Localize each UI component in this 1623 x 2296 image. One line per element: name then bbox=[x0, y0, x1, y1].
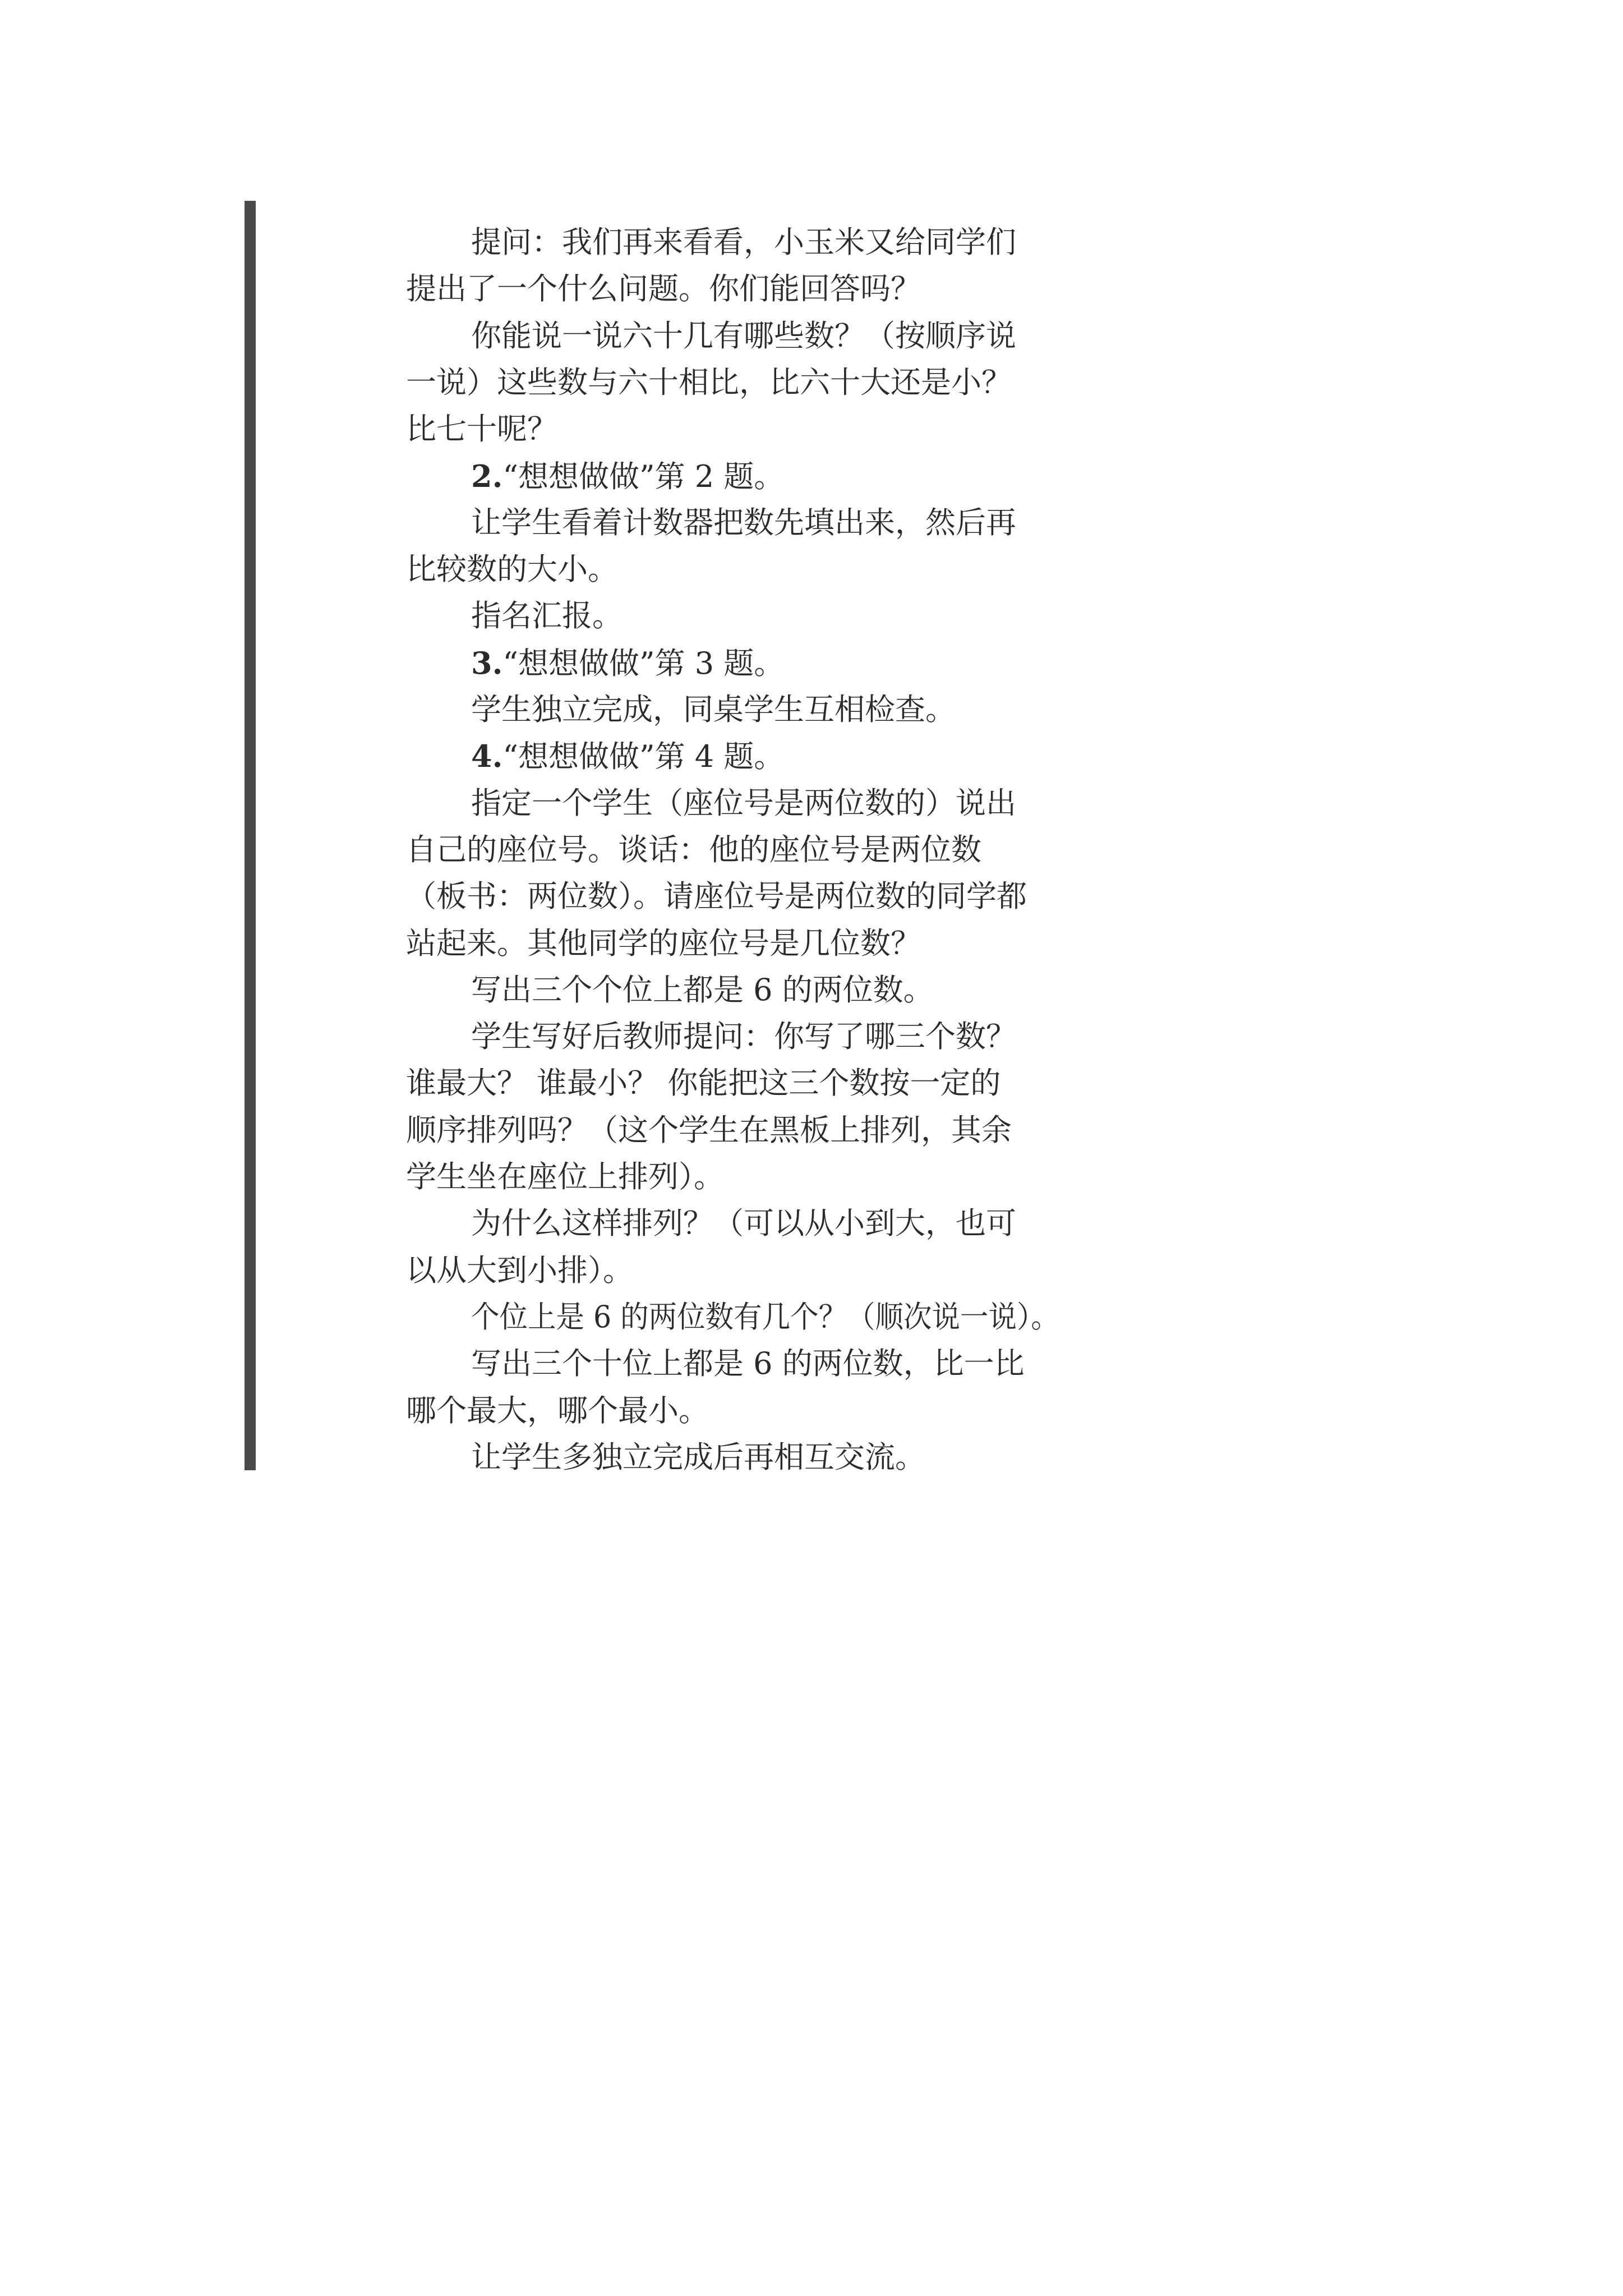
text-line bbox=[471, 733, 784, 780]
text-line bbox=[471, 1294, 1059, 1341]
line-text: 让学生多独立完成后再相互交流。 bbox=[471, 1439, 925, 1475]
line-text: 自己的座位号。谈话：他的座位号是两位数 bbox=[406, 831, 981, 867]
left-margin-bar bbox=[245, 201, 256, 1470]
line-text: 让学生看着计数器把数先填出来，然后再 bbox=[471, 504, 1016, 540]
line-text: 你能说一说六十几有哪些数？（按顺序说 bbox=[471, 318, 1016, 353]
text-line bbox=[406, 873, 1027, 920]
line-text: “想想做做”第 4 题。 bbox=[502, 739, 785, 775]
text-line bbox=[406, 1153, 724, 1200]
text-line bbox=[471, 592, 623, 639]
line-text: “想想做做”第 3 题。 bbox=[502, 645, 785, 681]
line-text: 个位上是 6 的两位数有几个？（顺次说一说）。 bbox=[471, 1299, 1059, 1335]
text-line bbox=[406, 406, 557, 453]
text-line bbox=[471, 780, 1016, 827]
line-text: 哪个最大，哪个最小。 bbox=[406, 1392, 709, 1428]
text-line bbox=[406, 265, 921, 312]
line-text: 学生写好后教师提问：你写了哪三个数？ bbox=[471, 1019, 1016, 1055]
text-line bbox=[471, 219, 1016, 266]
line-text: 顺序排列吗？（这个学生在黑板上排列，其余 bbox=[406, 1112, 1012, 1148]
text-line bbox=[406, 920, 921, 967]
text-line bbox=[471, 686, 956, 733]
text-line bbox=[471, 453, 784, 500]
text-line bbox=[406, 826, 981, 873]
line-text: 以从大到小排）。 bbox=[406, 1252, 633, 1288]
line-text: 写出三个个位上都是 6 的两位数。 bbox=[471, 972, 934, 1007]
text-line bbox=[471, 1200, 1016, 1247]
text-line bbox=[406, 359, 1012, 406]
line-text: 提出了一个什么问题。你们能回答吗？ bbox=[406, 271, 921, 307]
text-line bbox=[471, 1434, 925, 1481]
text-line bbox=[406, 1387, 709, 1434]
line-text: 比较数的大小。 bbox=[406, 551, 618, 587]
line-text: 学生独立完成，同桌学生互相检查。 bbox=[471, 692, 956, 727]
item-number: 4. bbox=[471, 738, 503, 775]
text-line bbox=[406, 546, 618, 593]
text-line bbox=[406, 1247, 633, 1294]
text-line bbox=[471, 967, 934, 1014]
line-text: 指名汇报。 bbox=[471, 598, 623, 634]
line-text: （板书：两位数）。请座位号是两位数的同学都 bbox=[406, 878, 1027, 914]
text-line bbox=[406, 1060, 1000, 1107]
text-line bbox=[471, 1013, 1016, 1060]
text-line bbox=[471, 312, 1016, 360]
line-text: 写出三个十位上都是 6 的两位数，比一比 bbox=[471, 1346, 1025, 1382]
line-text: 指定一个学生（座位号是两位数的）说出 bbox=[471, 785, 1016, 821]
line-text: 一说）这些数与六十相比，比六十大还是小？ bbox=[406, 364, 1012, 400]
line-text: 谁最大？ 谁最小？ 你能把这三个数按一定的 bbox=[406, 1065, 1001, 1101]
line-text: 为什么这样排列？（可以从小到大，也可 bbox=[471, 1205, 1016, 1241]
item-number: 3. bbox=[471, 645, 503, 681]
text-line bbox=[406, 1107, 1012, 1154]
item-number: 2. bbox=[471, 458, 503, 494]
line-text: 提问：我们再来看看，小玉米又给同学们 bbox=[471, 224, 1016, 260]
line-text: 比七十呢？ bbox=[406, 411, 557, 447]
line-text: 站起来。其他同学的座位号是几位数？ bbox=[406, 925, 921, 961]
text-line bbox=[471, 639, 784, 687]
text-line bbox=[471, 499, 1016, 546]
line-text: 学生坐在座位上排列）。 bbox=[406, 1159, 724, 1194]
text-line bbox=[471, 1340, 1025, 1387]
line-text: “想想做做”第 2 题。 bbox=[502, 458, 785, 494]
